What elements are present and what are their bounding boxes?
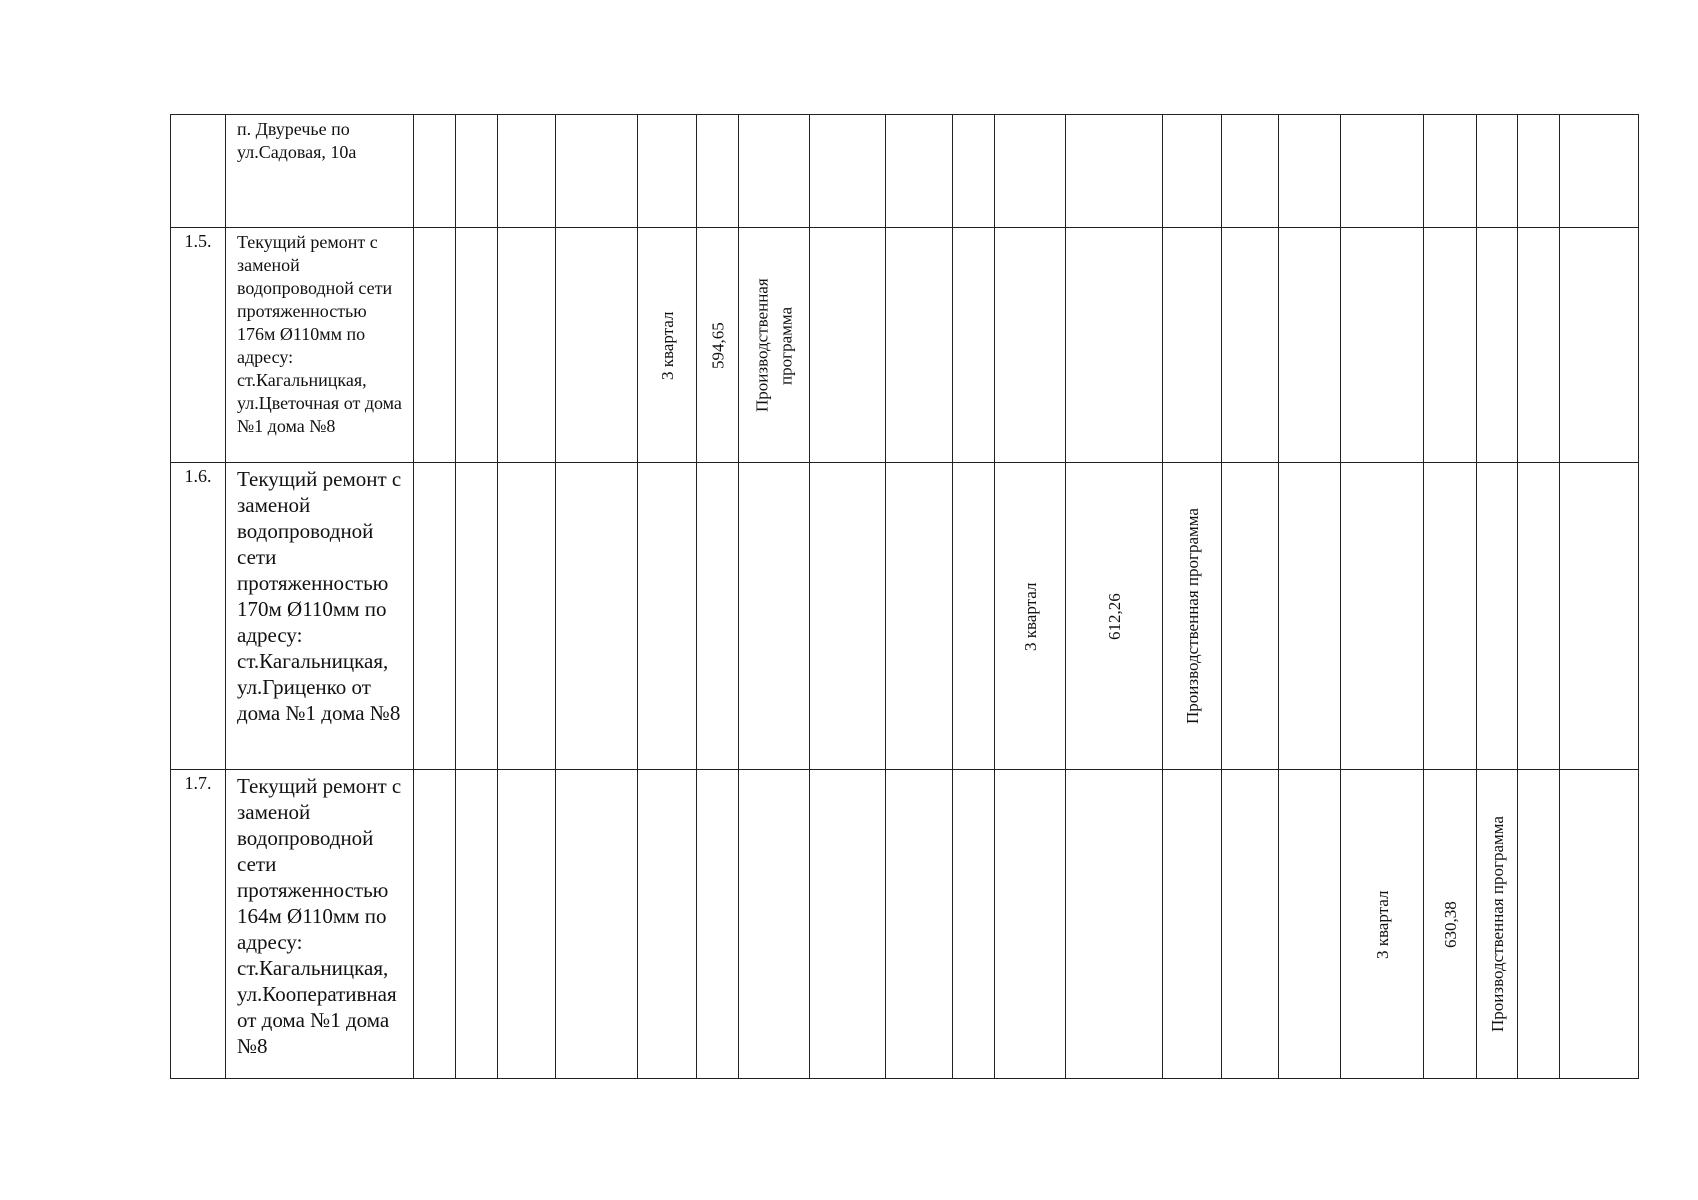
row-number-cell [170, 227, 225, 462]
table-cell [994, 462, 1065, 769]
table-cell [497, 114, 555, 227]
table-cell [1340, 462, 1423, 769]
table-cell [555, 227, 637, 462]
table-cell [809, 462, 885, 769]
table-cell [497, 462, 555, 769]
table-cell [952, 769, 994, 1078]
table-cell [1340, 227, 1423, 462]
table-cell [1278, 227, 1340, 462]
table-cell [497, 227, 555, 462]
row-number: 1.6. [184, 466, 212, 486]
table-cell [696, 227, 738, 462]
table-cell [885, 769, 952, 1078]
table-cell [1559, 769, 1638, 1078]
table-cell [809, 227, 885, 462]
table-cell [994, 114, 1065, 227]
table-cell [1476, 769, 1517, 1078]
work-description: Текущий ремонт с заменой водопроводной сети протяженностью 176м Ø110мм по адресу: ст.Кагальницкая, ул.Цветочная от дома №1 дома №8 [237, 232, 402, 436]
document-table [170, 114, 1638, 1078]
table-cell [1162, 114, 1221, 227]
table-cell [738, 462, 809, 769]
quarter-label: 3 квартал [658, 311, 677, 380]
table-cell [1278, 462, 1340, 769]
table-cell [413, 462, 455, 769]
table-cell [413, 769, 455, 1078]
table-cell [1162, 769, 1221, 1078]
table-cell [1423, 227, 1476, 462]
table-cell [1221, 769, 1278, 1078]
work-description: п. Двуречье по ул.Садовая, 10а [237, 119, 357, 162]
table-cell [738, 114, 809, 227]
table-cell [1476, 227, 1517, 462]
quarter-label: 3 квартал [1021, 582, 1040, 651]
funding-source-label: Производственная программа [1183, 508, 1202, 725]
table-cell [952, 114, 994, 227]
table-cell [1340, 114, 1423, 227]
amount-value: 630,38 [1441, 901, 1460, 948]
work-description: Текущий ремонт с заменой водопроводной сети протяженностью 164м Ø110мм по адресу: ст.Кагальницкая, ул.Кооперативная от дома №1 дома №8 [237, 774, 402, 1058]
table-cell [1065, 769, 1162, 1078]
table-cell [885, 227, 952, 462]
table-cell [1517, 769, 1559, 1078]
table-cell [1517, 227, 1559, 462]
row-number-cell [170, 462, 225, 769]
table-cell [994, 769, 1065, 1078]
table-cell [1423, 462, 1476, 769]
table-cell [885, 114, 952, 227]
table-cell [809, 114, 885, 227]
table-cell [1065, 227, 1162, 462]
table-cell [497, 769, 555, 1078]
funding-source-label: Производственная программа [752, 278, 796, 413]
table-cell [1559, 462, 1638, 769]
table-cell [555, 114, 637, 227]
table-cell [455, 227, 497, 462]
description-cell [225, 114, 413, 227]
table-cell [1162, 227, 1221, 462]
table-cell [952, 462, 994, 769]
row-number-cell [170, 769, 225, 1078]
table-cell [413, 114, 455, 227]
table-cell [1278, 769, 1340, 1078]
table-cell [952, 227, 994, 462]
table-cell [1221, 114, 1278, 227]
row-number: 1.5. [184, 231, 212, 251]
table-cell [738, 769, 809, 1078]
table-cell [1476, 462, 1517, 769]
description-cell [225, 769, 413, 1078]
description-cell [225, 227, 413, 462]
table-cell [1221, 227, 1278, 462]
amount-value: 612,26 [1105, 593, 1124, 640]
table-cell [1162, 462, 1221, 769]
table-cell [809, 769, 885, 1078]
table-cell [1221, 462, 1278, 769]
table-cell [696, 769, 738, 1078]
table-cell [1065, 114, 1162, 227]
table-cell [1423, 114, 1476, 227]
table-cell [885, 462, 952, 769]
table-cell [1476, 114, 1517, 227]
table-cell [994, 227, 1065, 462]
table-cell [1340, 769, 1423, 1078]
row-number: 1.7. [184, 773, 212, 793]
table-cell [637, 114, 696, 227]
table-cell [738, 227, 809, 462]
table-cell [696, 114, 738, 227]
table-cell [1559, 114, 1638, 227]
table-cell [1517, 114, 1559, 227]
table-cell [413, 227, 455, 462]
amount-value: 594,65 [708, 322, 728, 369]
quarter-label: 3 квартал [1373, 890, 1392, 959]
table-cell [1423, 769, 1476, 1078]
table-cell [637, 227, 696, 462]
table-cell [1278, 114, 1340, 227]
table-cell [637, 769, 696, 1078]
table-cell [555, 769, 637, 1078]
table-cell [455, 462, 497, 769]
description-cell [225, 462, 413, 769]
table-cell [1559, 227, 1638, 462]
work-description: Текущий ремонт с заменой водопроводной сети протяженностью 170м Ø110мм по адресу: ст.Кагальницкая, ул.Гриценко от дома №1 дома №8 [237, 467, 402, 725]
table-cell [696, 462, 738, 769]
table-cell [455, 769, 497, 1078]
table-cell [555, 462, 637, 769]
funding-source-label: Производственная программа [1488, 816, 1507, 1033]
row-number-cell [170, 114, 225, 227]
table-cell [1517, 462, 1559, 769]
table-cell [637, 462, 696, 769]
table-cell [455, 114, 497, 227]
table-cell [1065, 462, 1162, 769]
